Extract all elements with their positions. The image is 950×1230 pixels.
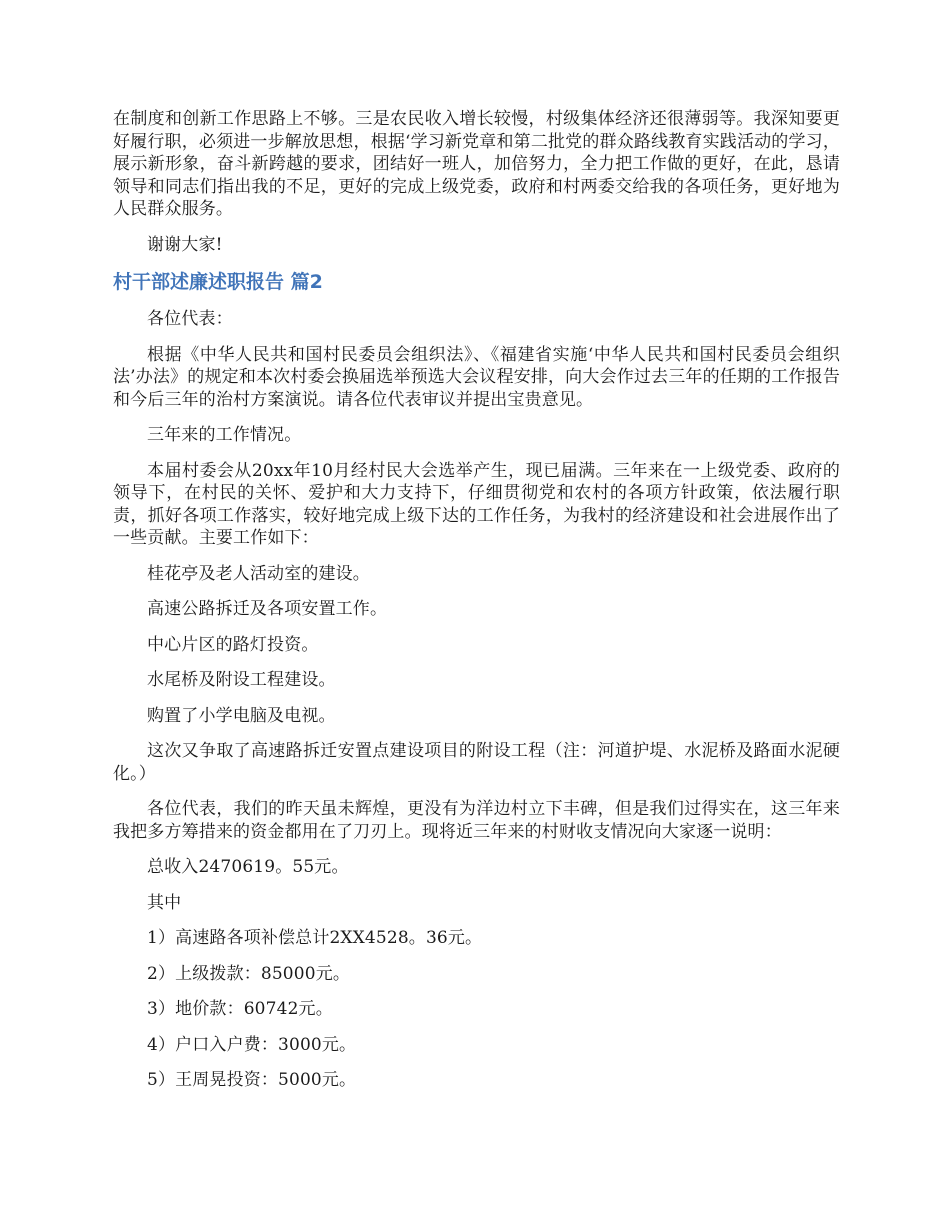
work-item: 中心片区的路灯投资。 [147,634,319,655]
body-paragraph: 根据《中华人民共和国村民委员会组织法》、《福建省实施‘中华人民共和国村民委员会组织法’办法》的规定和本次村委会换届选举预选大会议程安排，向大会作过去三年的任期的工作报告和今后三年的治村方案演说。请各位代表审议并提出宝贵意见。 [113,344,840,410]
income-item: 4）户口入户费：3000元。 [147,1034,357,1055]
body-paragraph: 各位代表，我们的昨天虽未辉煌，更没有为洋边村立下丰碑，但是我们过得实在，这三年来我把多方筹措来的资金都用在了刀刃上。现将近三年来的村财收支情况向大家逐一说明： [113,799,840,842]
body-paragraph: 本届村委会从20xx年10月经村民大会选举产生，现已届满。三年来在一上级党委、政府的领导下，在村民的关怀、爱护和大力支持下，仔细贯彻党和农村的各项方针政策，依法履行职责，抓好各项工作落实，较好地完成上级下达的工作任务，为我村的经济建设和社会进展作出了一些贡献。主要工作如下： [113,460,840,548]
body-paragraph: 在制度和创新工作思路上不够。三是农民收入增长较慢，村级集体经济还很薄弱等。我深知要更好履行职，必须进一步解放思想，根据‘学习新党章和第二批党的群众路线教育实践活动的学习，展示新形象，奋斗新跨越的要求，团结好一班人，加倍努力，全力把工作做的更好，在此，恳请领导和同志们指出我的不足，更好的完成上级党委，政府和村两委交给我的各项任务，更好地为人民群众服务。 [113,109,840,219]
subheading-paragraph: 三年来的工作情况。 [147,425,302,445]
document-page [113,108,840,1105]
closing-thanks: 谢谢大家! [147,234,223,255]
body-paragraph: 这次又争取了高速路拆迁安置点建设项目的附设工程（注：河道护堤、水泥桥及路面水泥硬化。） [113,741,840,784]
income-item: 5）王周晃投资：5000元。 [147,1070,357,1090]
work-item: 桂花亭及老人活动室的建设。 [147,563,370,584]
salutation: 各位代表： [147,309,233,329]
income-item: 3）地价款：60742元。 [147,999,333,1019]
work-item: 购置了小学电脑及电视。 [147,705,336,726]
income-item: 2）上级拨款：85000元。 [147,963,350,984]
list-intro: 其中 [147,892,182,913]
work-item: 水尾桥及附设工程建设。 [147,670,336,690]
income-item: 1）高速路各项补偿总计2XX4528。36元。 [147,928,483,948]
work-item: 高速公路拆迁及各项安置工作。 [147,599,388,619]
section-heading: 村干部述廉述职报告 篇2 [113,271,323,293]
total-income: 总收入2470619。55元。 [147,857,349,877]
